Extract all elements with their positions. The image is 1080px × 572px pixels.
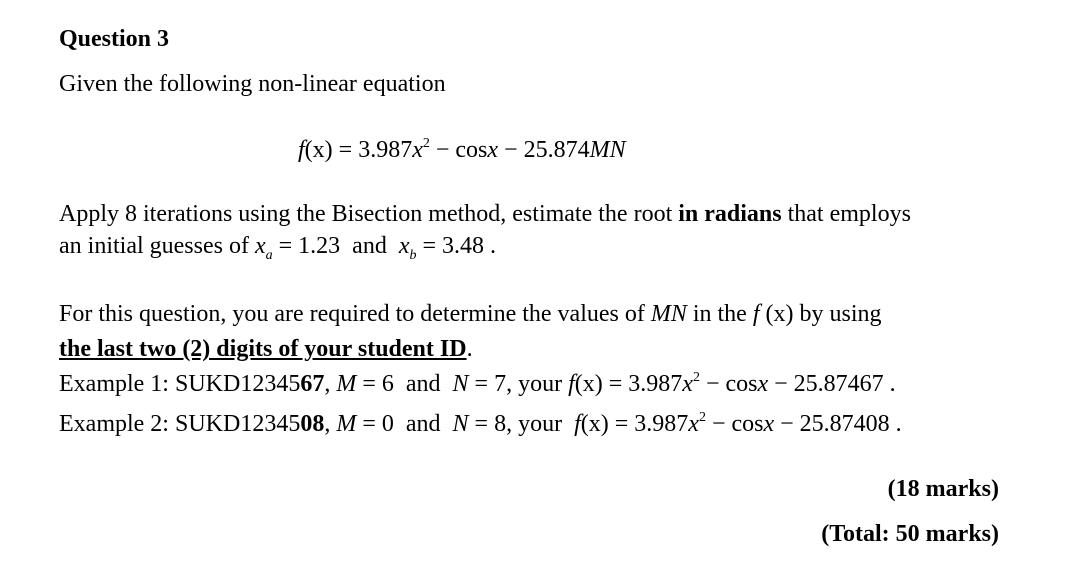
xa-val: = 1.23 xyxy=(272,233,341,259)
ex1-eq: = 3.987 xyxy=(602,371,683,397)
ex1-exp: 2 xyxy=(692,370,700,385)
apply-text-2: that employs xyxy=(781,201,911,227)
ex2-your: , your xyxy=(506,411,575,437)
eq-arg: (x) xyxy=(304,137,333,163)
ex2-x: x xyxy=(688,411,699,437)
example-1: Example 1: SUKD1234567, M = 6 and N = 7, your $f(x) = 3.987x^2 - \cos x - 25.87467$ . xyxy=(59,370,896,397)
ex1-n-val: = 7 xyxy=(468,371,507,397)
xa-var: x xyxy=(254,233,266,259)
instruction-fx: (x) xyxy=(759,301,794,327)
ex2-m: M xyxy=(336,411,357,437)
eq-mn: MN xyxy=(589,137,626,163)
apply-line-1 xyxy=(59,201,911,228)
apply-end: . xyxy=(484,233,497,259)
ex2-cos: − cos xyxy=(705,411,764,437)
ex1-cos: − cos xyxy=(699,371,758,397)
instruction-text-2: in the xyxy=(686,301,753,327)
ex2-label: Example 2: SUKD12345 xyxy=(59,411,301,437)
intro-text: Given the following non-linear equation xyxy=(59,71,446,97)
instruction-line-2 xyxy=(59,336,473,363)
ex1-f: f xyxy=(568,371,575,397)
ex1-digits: 67 xyxy=(300,371,325,397)
eq-rest1: − cos xyxy=(429,137,488,163)
ex2-fx: (x) xyxy=(580,411,609,437)
instruction-f: f xyxy=(752,301,760,327)
ex1-and: and xyxy=(393,371,453,397)
ex2-x2: x xyxy=(763,411,775,437)
eq-var2: x xyxy=(487,137,499,163)
apply-line2-text: an initial guesses of xyxy=(59,233,255,259)
eq-var: x xyxy=(412,137,423,163)
instruction-line-1 xyxy=(59,301,882,328)
apply-bold: in radians xyxy=(678,201,782,227)
total-marks: (Total: 50 marks) xyxy=(821,521,999,547)
xb-var: x xyxy=(398,233,410,259)
xb-val: = 3.48 xyxy=(416,233,485,259)
ex1-m-val: = 6 xyxy=(356,371,394,397)
and-text: and xyxy=(340,233,399,259)
question-title: Question 3 xyxy=(59,26,170,52)
ex1-x2: x xyxy=(757,371,769,397)
example-2: Example 2: SUKD1234508, M = 0 and N = 8, your $f(x) = 3.987x^2 - \cos x - 25.87408$ . xyxy=(59,410,902,437)
eq-eq: = 3.987 xyxy=(332,137,413,163)
apply-text-1: Apply 8 iterations using the Bisection method, estimate the root xyxy=(59,201,679,227)
marks: (18 marks) xyxy=(887,476,999,502)
xb-sub: b xyxy=(409,248,417,263)
instruction-emphasis: the last two (2) digits of your student ID xyxy=(59,336,467,362)
ex2-tail: − 25.87408 . xyxy=(774,411,902,437)
ex1-m: M xyxy=(336,371,357,397)
ex1-x: x xyxy=(682,371,693,397)
ex2-f: f xyxy=(574,411,581,437)
ex1-n: N xyxy=(452,371,469,397)
xa-sub: a xyxy=(265,248,273,263)
instruction-mn: MN xyxy=(650,301,687,327)
ex2-exp: 2 xyxy=(698,410,706,425)
instruction-text-1: For this question, you are required to determine the values of xyxy=(59,301,651,327)
eq-rest2: − 25.874 xyxy=(498,137,590,163)
ex1-label: Example 1: SUKD12345 xyxy=(59,371,301,397)
eq-exp: 2 xyxy=(422,136,430,151)
apply-line-2 xyxy=(59,233,496,264)
ex1-your: , your xyxy=(506,371,569,397)
ex1-fx: (x) xyxy=(574,371,603,397)
ex2-n-val: = 8 xyxy=(468,411,507,437)
ex2-eq: = 3.987 xyxy=(608,411,689,437)
equation xyxy=(298,136,626,164)
ex2-digits: 08 xyxy=(300,411,325,437)
ex2-n: N xyxy=(452,411,469,437)
eq-f: f xyxy=(298,137,305,163)
instruction-text-3: by using xyxy=(793,301,882,327)
ex2-and: and xyxy=(393,411,453,437)
ex1-tail: − 25.87467 . xyxy=(768,371,896,397)
instruction-end: . xyxy=(466,336,473,362)
ex2-m-val: = 0 xyxy=(356,411,394,437)
